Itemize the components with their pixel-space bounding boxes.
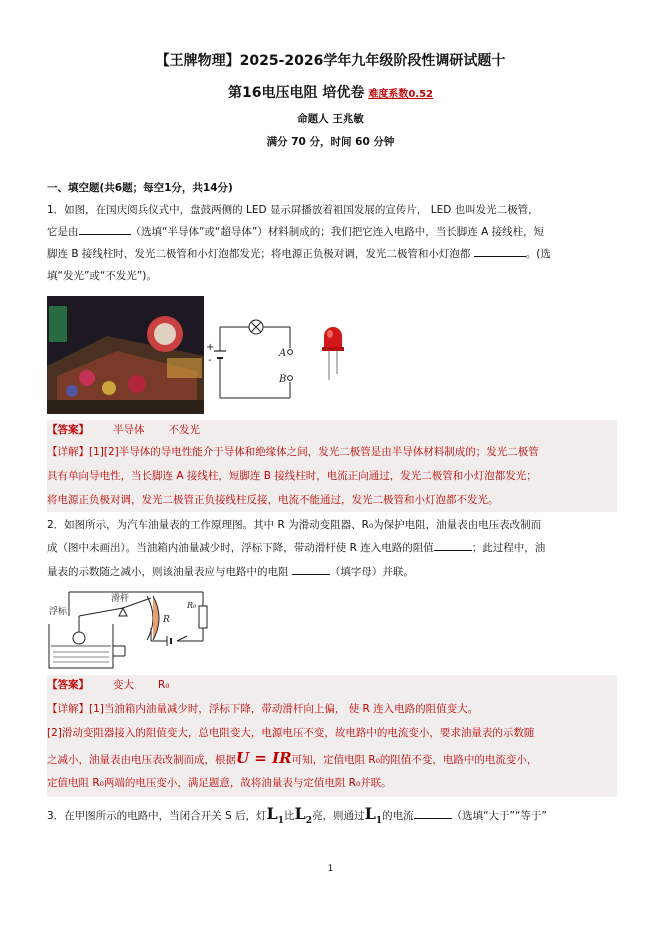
q3-l1-again (364, 804, 383, 827)
q2-detail-line1: 【详解】[1]当油箱内油量减少时，浮标下降，带动滑杆向上偏， 使 R 连入电路的阻值变大。 (47, 703, 479, 715)
terminal-b (288, 376, 293, 381)
red-led-icon (318, 326, 348, 382)
q3-l1-again-letter: L (364, 804, 376, 823)
difficulty-badge: 难度系数0.52 (368, 89, 434, 100)
q2-blank1 (434, 538, 472, 551)
q2-line3a: 量表的示数随之减小，则该油量表应与电路中的电阻 (47, 566, 289, 578)
q1-blank2 (474, 244, 526, 257)
minus-sign: - (208, 355, 212, 366)
q3-l2 (294, 804, 313, 827)
q3-part4: 的电流 (382, 810, 414, 822)
q3-part5: （选填“大于”“等于” (451, 810, 547, 822)
q2-blank2 (292, 562, 330, 575)
q3-l2-letter: L (294, 804, 306, 823)
exam-title: 【王牌物理】2025-2026学年九年级阶段性调研试题十 (155, 53, 506, 69)
author-line: 命题人 王兆敏 (297, 113, 364, 125)
q3-l1-letter: L (266, 804, 278, 823)
q1-detail-line3: 将电源正负极对调，发光二极管正负接线柱反接，电流不能通过，发光二极管和小灯泡都不发光。 (47, 494, 499, 506)
q1-answer1: 半导体 (113, 424, 145, 436)
parade-photo-graphic (47, 296, 204, 414)
q1-line2a: 它是由 (47, 226, 79, 238)
q1-line4: 填“发光”或“不发光”)。 (47, 270, 157, 282)
q3-part3: 亮，则通过 (312, 810, 365, 822)
label-float: 浮标 (49, 607, 68, 617)
q2-detail-line2: [2]滑动变阻器接入的阻值变大，总电阻变大，电源电压不变，故电路中的电流变小，要求油量表的示数随 (47, 727, 535, 739)
q1-detail-line2: 具有单向导电性，当长脚连 A 接线柱，短脚连 B 接线柱时，电流正向通过，发光二极管和小灯泡都发光； (47, 470, 537, 482)
q2-answer-box (47, 675, 617, 797)
q3-part1: 3．在甲图所示的电路中，当闭合开关 S 后，灯 (47, 810, 267, 822)
q2-line3b: （填字母）并联。 (329, 566, 414, 578)
label-slider: 滑杆 (111, 594, 130, 604)
q2-answer2: R₀ (158, 679, 170, 691)
q1-answer-box (47, 420, 617, 512)
q3-part2: 比 (284, 810, 295, 822)
q1-line3b: 。(选 (525, 248, 551, 260)
terminal-a (288, 350, 293, 355)
label-r: R (163, 615, 170, 625)
q2-answer1: 变大 (113, 679, 134, 691)
q1-circuit-diagram (204, 300, 316, 410)
q2-detail-line3a: 之减小，油量表由电压表改制而成，根据 (47, 754, 236, 766)
q2-line2b: ；此过程中，油 (471, 542, 546, 554)
q2-answer-label: 【答案】 (47, 679, 89, 691)
parade-photo (47, 296, 204, 414)
q3-line1 (47, 802, 617, 833)
q1-blank1 (79, 222, 131, 235)
exam-subtitle (0, 82, 661, 102)
plus-sign: + (206, 342, 215, 353)
q3-blank1 (414, 806, 452, 819)
q3-l1-sub: 1 (277, 816, 285, 827)
score-line: 满分 70 分，时间 60 分钟 (266, 136, 395, 148)
q1-line3a: 脚连 B 接线柱时，发光二极管和小灯泡都发光；将电源正负极对调，发光二极管和小灯泡都 (47, 248, 471, 260)
fuel-gauge-diagram (47, 586, 227, 672)
q1-answer2: 不发光 (168, 424, 200, 436)
label-a: A (279, 348, 287, 359)
q2-answer-line (47, 677, 170, 693)
q3-l2-sub: 2 (305, 816, 313, 827)
q1-answer-line (47, 422, 200, 438)
q2-line2a: 成（图中未画出）。当油箱内油量减少时，浮标下降，带动滑杆使 R 连入电路的阻值 (47, 542, 434, 554)
q3-l1-again-sub: 1 (375, 816, 383, 827)
q2-detail-line3 (47, 749, 537, 769)
ohms-law-formula: U = IR (236, 749, 292, 767)
section-heading: 一、填空题(共6题；每空1分，共14分) (47, 182, 233, 194)
q1-line3 (47, 243, 617, 265)
q2-line3 (47, 561, 617, 583)
subtitle-text: 第16电压电阻 培优卷 (227, 85, 365, 101)
q2-detail-line3b: 可知，定值电阻 R₀的阻值不变，电路中的电流变小， (291, 754, 538, 766)
q1-detail-line1: 【详解】[1][2]半导体的导电性能介于导体和绝缘体之间，发光二极管是由半导体材料制成的；发光二极管 (47, 446, 539, 458)
q3-l1 (266, 804, 285, 827)
q2-detail-line4: 定值电阻 R₀两端的电压变小，满足题意，故将油量表与定值电阻 R₀并联。 (47, 777, 392, 789)
label-r0: R₀ (187, 601, 197, 610)
page-number: 1 (327, 864, 334, 874)
q2-line2 (47, 537, 617, 559)
q1-line2b: （选填“半导体”或“超导体”）材料制成的；我们把它连入电路中，当长脚连 A 接线柱，短 (130, 226, 545, 238)
q2-line1: 2．如图所示，为汽车油量表的工作原理图。其中 R 为滑动变阻器、R₀为保护电阻，油量表由电压表改制而 (47, 519, 542, 531)
q1-line2 (47, 221, 617, 243)
q1-line1: 1．如图，在国庆阅兵仪式中，盘鼓两侧的 LED 显示屏播放着祖国发展的宣传片， LED 也叫发光二极管， (47, 204, 539, 216)
q1-answer-label: 【答案】 (47, 424, 89, 436)
label-b: B (279, 374, 287, 385)
